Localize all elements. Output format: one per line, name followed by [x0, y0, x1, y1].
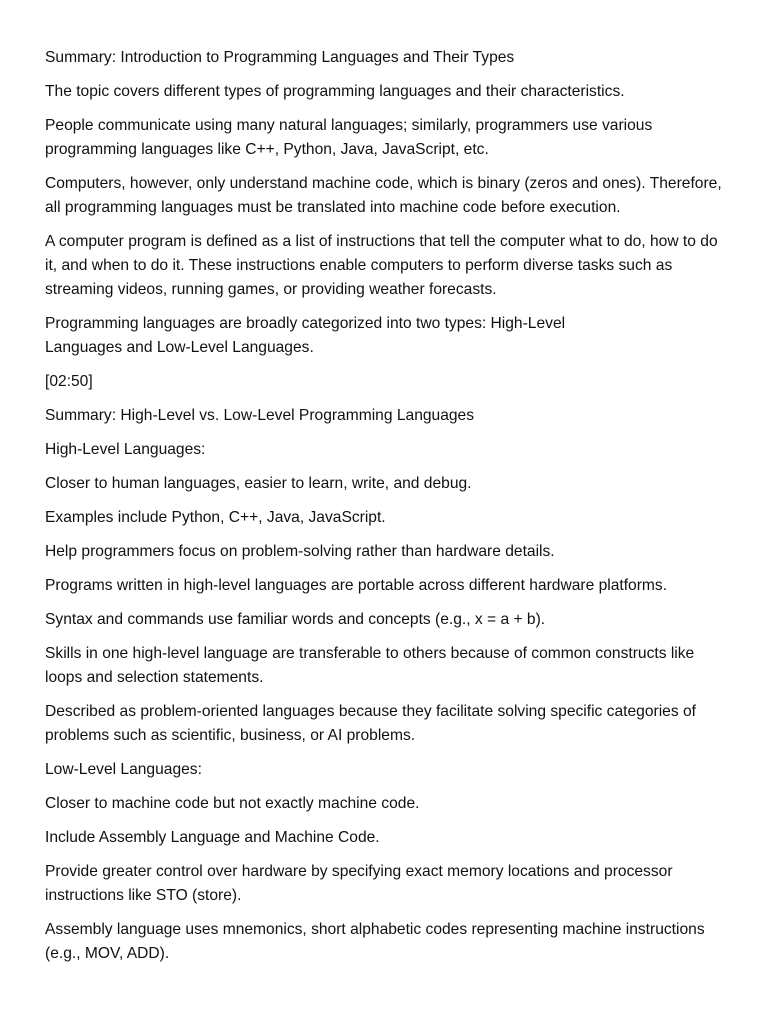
paragraph-high-level-problem-oriented: Described as problem-oriented languages because they facilitate solving specific categories of problems such as scientific, business, or AI problems. — [45, 703, 696, 744]
paragraph-categories — [45, 312, 728, 360]
paragraph-high-level-transferable: Skills in one high-level language are transferable to others because of common constructs like loops and selection statements. — [45, 645, 695, 686]
paragraph-high-level-examples: Examples include Python, C++, Java, JavaScript. — [45, 509, 386, 526]
paragraph-categories-line-1: Programming languages are broadly categorized into two types: High-Level — [45, 315, 566, 332]
paragraph-high-level-human: Closer to human languages, easier to learn, write, and debug. — [45, 475, 472, 492]
paragraph-high-level-portable: Programs written in high-level languages are portable across different hardware platforms. — [45, 577, 668, 594]
paragraph-high-level-heading: High-Level Languages: — [45, 441, 206, 458]
paragraph-natural-languages: People communicate using many natural languages; similarly, programmers use various programming languages like C++, Python, Java, JavaScript, etc. — [45, 117, 653, 158]
paragraph-low-level-includes: Include Assembly Language and Machine Code. — [45, 829, 380, 846]
paragraph-program-definition: A computer program is defined as a list of instructions that tell the computer what to do, how to do it, and when to do it. These instructions enable computers to perform diverse tasks such as streaming videos, running games, or providing weather forecasts. — [45, 233, 718, 298]
paragraph-machine-code: Computers, however, only understand machine code, which is binary (zeros and ones). Therefore, all programming languages must be translated into machine code before execution. — [45, 175, 722, 216]
paragraph-timestamp: [02:50] — [45, 373, 93, 390]
paragraph-summary-intro-title: Summary: Introduction to Programming Languages and Their Types — [45, 49, 515, 66]
paragraph-low-level-closer: Closer to machine code but not exactly machine code. — [45, 795, 420, 812]
paragraph-high-level-syntax: Syntax and commands use familiar words and concepts (e.g., x = a + b). — [45, 611, 546, 628]
paragraph-low-level-heading: Low-Level Languages: — [45, 761, 202, 778]
paragraph-low-level-assembly: Assembly language uses mnemonics, short alphabetic codes representing machine instructions (e.g., MOV, ADD). — [45, 921, 705, 962]
paragraph-high-level-focus: Help programmers focus on problem-solving rather than hardware details. — [45, 543, 555, 560]
paragraph-summary-high-low-title: Summary: High-Level vs. Low-Level Programming Languages — [45, 407, 475, 424]
paragraph-categories-line-2: Languages and Low-Level Languages. — [45, 339, 314, 356]
paragraph-low-level-control: Provide greater control over hardware by specifying exact memory locations and processor instructions like STO (store). — [45, 863, 673, 904]
paragraph-topic-overview: The topic covers different types of programming languages and their characteristics. — [45, 83, 625, 100]
